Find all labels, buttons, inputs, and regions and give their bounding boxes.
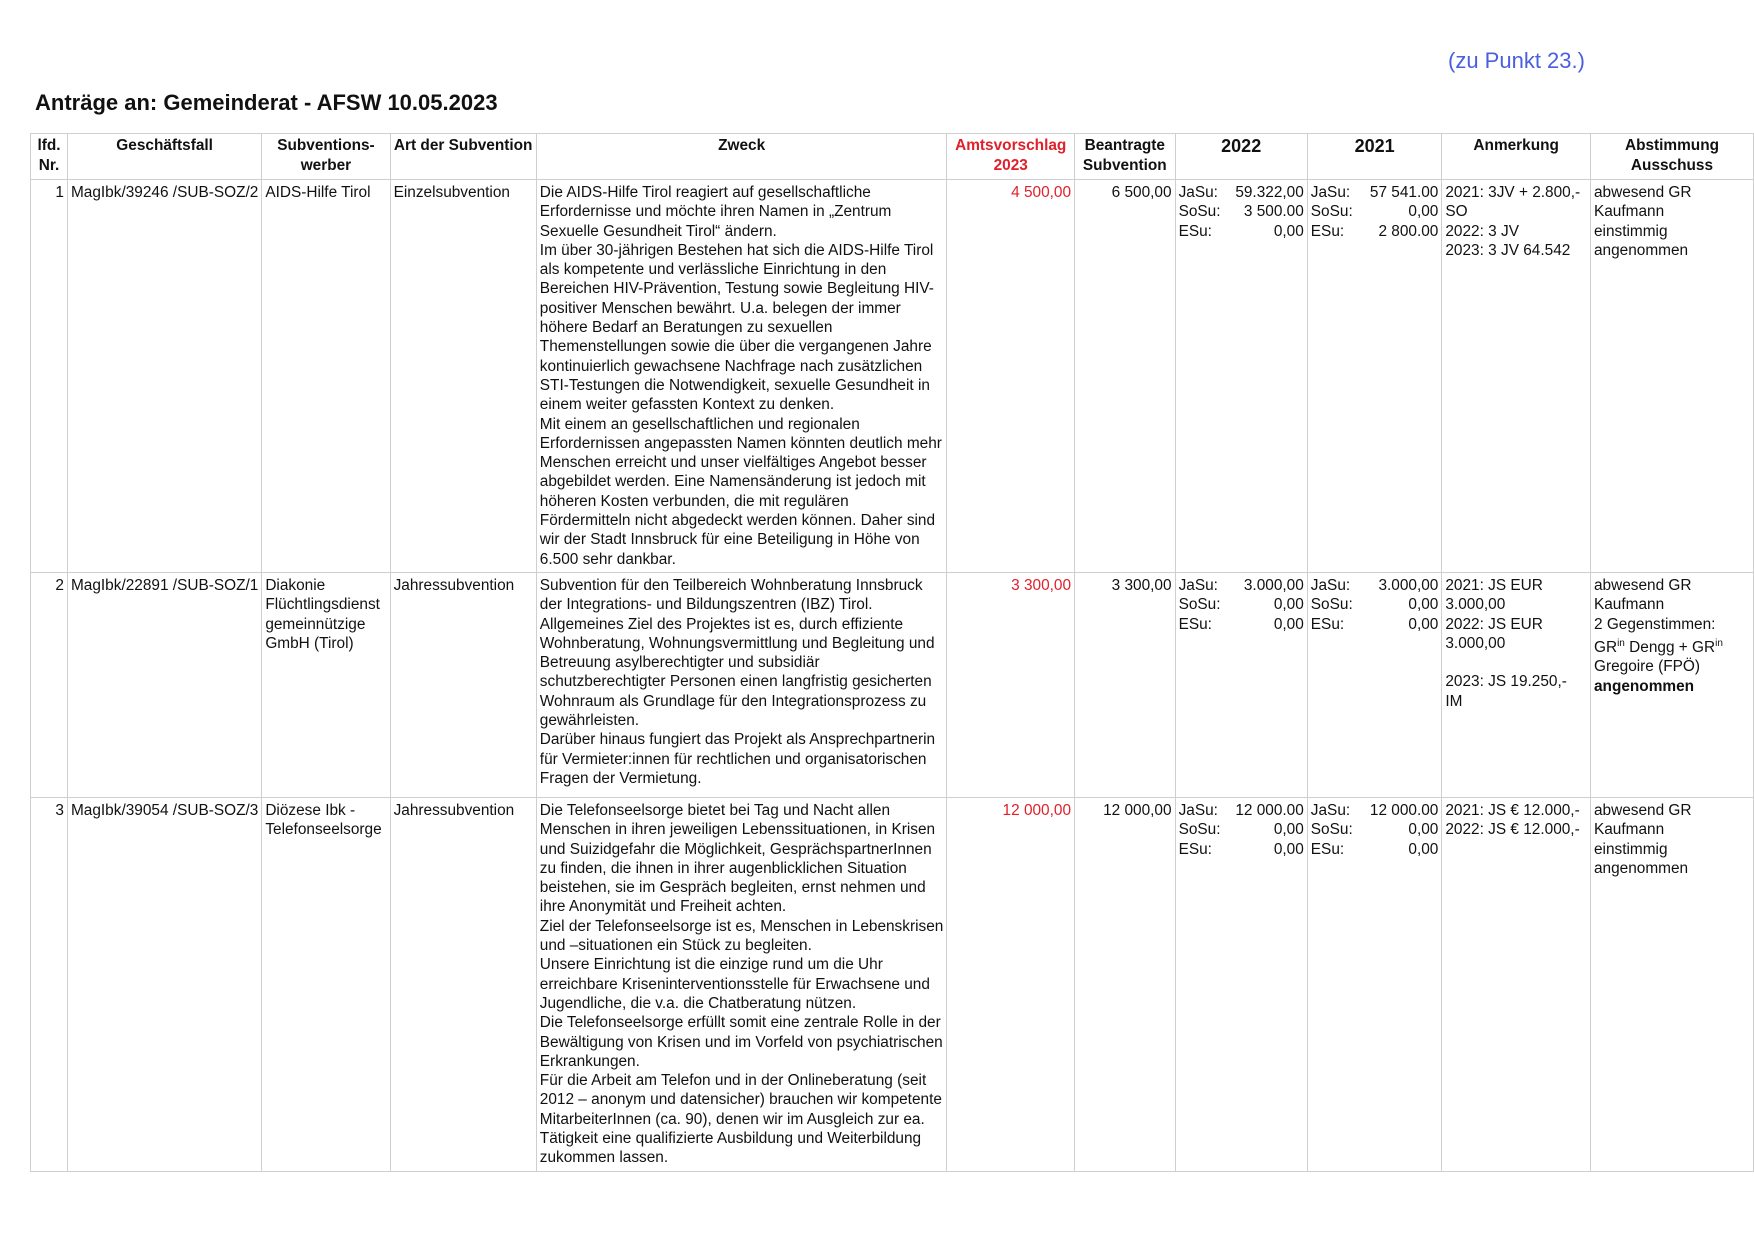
cell-abstimmung	[1590, 572, 1753, 797]
cell-abstimmung	[1590, 797, 1753, 1171]
col-header-anmerkung: Anmerkung	[1442, 134, 1591, 180]
cell-geschaeftsfall: MagIbk/39054 /SUB-SOZ/3	[67, 797, 261, 1171]
document-title: Anträge an: Gemeinderat - AFSW 10.05.2023	[35, 90, 498, 115]
header-row	[31, 134, 1754, 180]
cell-zweck: Die Telefonseelsorge bietet bei Tag und Nacht allen Menschen in ihren jeweiligen Lebenssituationen, in Krisen und Suizidgefahr die Möglichkeit, GesprächspartnerInnen zu finden, die ihnen in ihrer augenblicklichen Situation beistehen, sie im Gespräch begleiten, ernst nehmen und ihre Anonymität und Freiheit achten. Ziel der Telefonseelsorge ist es, Menschen in Lebenskrisen und –situationen ein Stück zu begleiten. Unsere Einrichtung ist die einzige rund um die Uhr erreichbare Kriseninterventionsstelle für Erwachsene und Jugendliche, die v.a. die Chatberatung nützen. Die Telefonseelsorge erfüllt somit eine zentrale Rolle in der Bewältigung von Krisen und im Vorfeld von psychiatrischen Erkrankungen. Für die Arbeit am Telefon und in der Onlineberatung (seit 2012 – anonym und datensicher) brauchen wir kompetente MitarbeiterInnen (ca. 90), denen wir im Ausgleich zur ea. Tätigkeit eine qualifizierte Ausbildung und Weiterbildung zukommen lassen.	[536, 797, 947, 1171]
cell-2021-values: 3.000,00 0,00 0,00	[1360, 572, 1442, 797]
cell-2021-labels: JaSu: SoSu: ESu:	[1307, 180, 1360, 573]
cell-art: Einzelsubvention	[390, 180, 536, 573]
col-header-werber: Subventions- werber	[262, 134, 390, 180]
cell-2022-values: 59.322,00 3 500.00 0,00	[1224, 180, 1307, 573]
abstimmung-text: abwesend GR Kaufmann 2 Gegenstimmen: $GR^{in}$ Dengg + $GR^{in}$ Gregoire (FPÖ)	[1593, 576, 1723, 676]
cell-anmerkung: 2021: JS EUR 3.000,00 2022: JS EUR 3.000,00 2023: JS 19.250,- IM	[1442, 572, 1591, 797]
cell-2022-labels: JaSu: SoSu: ESu:	[1175, 797, 1224, 1171]
cell-zweck: Subvention für den Teilbereich Wohnberatung Innsbruck der Integrations- und Bildungszentren (IBZ) Tirol. Allgemeines Ziel des Projektes ist es, durch effiziente Wohnberatung, Wohnungsvermittlung und Begleitung und Betreuung asylberechtigter und subsidiär schutzberechtigter Personen einen langfristig gesicherten Wohnraum als Grundlage für den Integrationsprozess zu gewährleisten. Darüber hinaus fungiert das Projekt als Ansprechpartnerin für Vermieter:innen für rechtlichen und organisatorischen Fragen der Vermietung.	[536, 572, 947, 797]
col-header-zweck: Zweck	[536, 134, 947, 180]
cell-werber: Diakonie Flüchtlingsdienst gemeinnützige GmbH (Tirol)	[262, 572, 390, 797]
cell-2022-values: 12 000.00 0,00 0,00	[1224, 797, 1307, 1171]
table-row	[31, 572, 1754, 797]
abstimmung-text: abwesend GR Kaufmann einstimmig angenommen	[1593, 801, 1692, 877]
cell-2022-values: 3.000,00 0,00 0,00	[1224, 572, 1307, 797]
cell-art: Jahressubvention	[390, 797, 536, 1171]
cell-geschaeftsfall: MagIbk/39246 /SUB-SOZ/2	[67, 180, 261, 573]
cell-2021-values: 12 000.00 0,00 0,00	[1360, 797, 1442, 1171]
cell-anmerkung: 2021: JS € 12.000,- 2022: JS € 12.000,-	[1442, 797, 1591, 1171]
cell-2021-labels: JaSu: SoSu: ESu:	[1307, 572, 1360, 797]
cell-beantragt: 6 500,00	[1075, 180, 1176, 573]
cell-2021-labels: JaSu: SoSu: ESu:	[1307, 797, 1360, 1171]
abstimmung-text: abwesend GR Kaufmann einstimmig angenommen	[1593, 184, 1692, 259]
cell-geschaeftsfall: MagIbk/22891 /SUB-SOZ/1	[67, 572, 261, 797]
col-header-geschaeftsfall: Geschäftsfall	[67, 134, 261, 180]
cell-2022-labels: JaSu: SoSu: ESu:	[1175, 180, 1224, 573]
table-row	[31, 797, 1754, 1171]
col-header-abstimmung: Abstimmung Ausschuss	[1590, 134, 1753, 180]
col-header-2022: 2022	[1175, 134, 1307, 180]
col-header-beantragt: Beantragte Subvention	[1075, 134, 1176, 180]
cell-amtsvorschlag: 4 500,00	[947, 180, 1075, 573]
cell-werber: AIDS-Hilfe Tirol	[262, 180, 390, 573]
cell-2022-labels: JaSu: SoSu: ESu:	[1175, 572, 1224, 797]
table-row	[31, 180, 1754, 573]
cell-beantragt: 12 000,00	[1075, 797, 1176, 1171]
col-header-nr: lfd. Nr.	[31, 134, 68, 180]
cell-amtsvorschlag: 3 300,00	[947, 572, 1075, 797]
col-header-amtsvorschlag: Amtsvorschlag 2023	[947, 134, 1075, 180]
cell-2021-values: 57 541.00 0,00 2 800.00	[1360, 180, 1442, 573]
punkt-reference: (zu Punkt 23.)	[1448, 48, 1585, 73]
antraege-table	[30, 133, 1754, 1172]
cell-amtsvorschlag: 12 000,00	[947, 797, 1075, 1171]
cell-beantragt: 3 300,00	[1075, 572, 1176, 797]
cell-nr: 1	[31, 180, 68, 573]
cell-abstimmung	[1590, 180, 1753, 573]
cell-art: Jahressubvention	[390, 572, 536, 797]
cell-werber: Diözese Ibk - Telefonseelsorge	[262, 797, 390, 1171]
cell-anmerkung: 2021: 3JV + 2.800,- SO 2022: 3 JV 2023: 3 JV 64.542	[1442, 180, 1591, 573]
cell-nr: 2	[31, 572, 68, 797]
col-header-art: Art der Subvention	[390, 134, 536, 180]
col-header-2021: 2021	[1307, 134, 1442, 180]
abstimmung-result: angenommen	[1593, 677, 1695, 695]
cell-zweck: Die AIDS-Hilfe Tirol reagiert auf gesellschaftliche Erfordernisse und möchte ihren Namen in „Zentrum Sexuelle Gesundheit Tirol“ ändern. Im über 30-jährigen Bestehen hat sich die AIDS-Hilfe Tirol als kompetente und verlässliche Einrichtung in den Bereichen HIV-Prävention, Testung sowie Begleitung HIV-positiver Menschen bewährt. U.a. belegen der immer höhere Bedarf an Beratungen zu sexuellen Themenstellungen sowie die über die vergangenen Jahre kontinuierlich gewachsene Nachfrage nach zusätzlichen STI-Testungen die Notwendigkeit, sexuelle Gesundheit in einem weiter gefassten Kontext zu denken. Mit einem an gesellschaftlichen und regionalen Erfordernissen angepassten Namen könnten deutlich mehr Menschen erreicht und unser vielfältiges Angebot besser abgebildet werden. Eine Namensänderung ist jedoch mit höheren Kosten verbunden, die mit regulären Fördermitteln nicht abgedeckt werden können. Daher sind wir der Stadt Innsbruck für eine Beteiligung in Höhe von 6.500 sehr dankbar.	[536, 180, 947, 573]
cell-nr: 3	[31, 797, 68, 1171]
